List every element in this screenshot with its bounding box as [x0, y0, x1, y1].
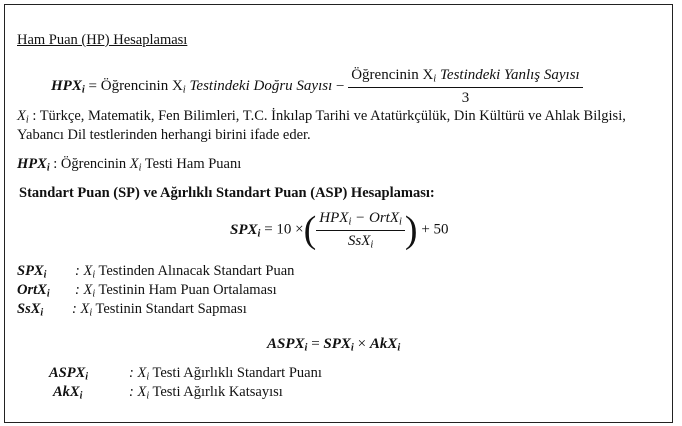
hp-formula-lhs: $HPX_i$ [51, 78, 85, 96]
definition-text: Testinden Alınacak Standart Puan [95, 263, 295, 279]
asp-definition-row: $ASPX_i$ : $X_i$ Testi Ağırlıklı Standart Puanı [49, 365, 322, 383]
sp-fraction-numerator: $HPX_i$ − OrtX$_i$ [316, 210, 405, 231]
definition-row: OrtX$_i$ : $X_i$ Testinin Ham Puan Ortalaması [17, 282, 277, 300]
definition-symbol: SsX$_i$ [17, 301, 44, 319]
asp-definition-row: AkX$_i$ : $X_i$ Testi Ağırlık Katsayısı [53, 384, 283, 402]
hp-formula [51, 67, 583, 107]
asp-formula-sp: $SPX_i$ [323, 336, 354, 354]
asp-formula-lhs: $ASPX_i$ [267, 336, 308, 354]
definition-symbol: AkX$_i$ [53, 384, 83, 402]
sp-formula-multiplier: = 10 × [264, 221, 304, 238]
xi-definition-text: : Türkçe, Matematik, Fen Bilimleri, T.C. İnkılap Tarihi ve Atatürkçülük, Din Kültürü ve Ahlak Bilgisi, [28, 108, 626, 124]
asp-formula: $ASPX_i = SPX_i \times AkX_i$ [267, 336, 401, 354]
hpx-definition: $HPX_i$ : Öğrencinin $X_i$ Testi Ham Puanı [17, 156, 242, 174]
document-frame [4, 4, 673, 423]
xi-definition [17, 108, 626, 126]
sp-formula-tail: + 50 [421, 221, 449, 238]
sp-formula [230, 210, 449, 250]
hp-formula-fraction [348, 67, 582, 107]
hp-fraction-denominator: 3 [461, 89, 470, 106]
hp-formula-term1: Öğrencinin $X_i$ Testindeki Doğru Sayısı [100, 78, 333, 96]
definition-symbol: $SPX_i$ [17, 263, 47, 281]
sp-section-title: Standart Puan (SP) ve Ağırlıklı Standart Puan (ASP) Hesaplaması: [19, 185, 435, 201]
definition-symbol: $ASPX_i$ [49, 365, 89, 383]
sp-formula-lhs: $SPX_i$ [230, 221, 261, 240]
definition-text: Testi Ağırlıklı Standart Puanı [149, 365, 322, 381]
left-paren: ( [303, 209, 317, 252]
definition-symbol: OrtX$_i$ [17, 282, 50, 300]
sp-formula-fraction [316, 210, 405, 250]
xi-symbol: $X_i$ [17, 108, 29, 126]
definition-row: SsX$_i$ : $X_i$ Testinin Standart Sapması [17, 301, 247, 319]
hpx-var: $X_i$ [129, 156, 142, 174]
hp-fraction-numerator: Öğrencinin $X_i$ Testindeki Yanlış Sayısı [348, 67, 582, 88]
definition-text: Testi Ağırlık Katsayısı [149, 384, 283, 400]
hp-formula-equals: = [88, 78, 97, 95]
hp-section-title: Ham Puan (HP) Hesaplaması [17, 32, 188, 48]
right-paren: ) [404, 209, 418, 252]
definition-text: Testinin Standart Sapması [92, 301, 247, 317]
asp-formula-ak: AkX$_i$ [369, 336, 401, 354]
xi-definition-line2: Yabancı Dil testlerinden herhangi birini ifade eder. [17, 127, 311, 143]
hpx-symbol: $HPX_i$ [17, 156, 50, 174]
definition-text: Testinin Ham Puan Ortalaması [95, 282, 277, 298]
definition-row: $SPX_i$ : $X_i$ Testinden Alınacak Standart Puan [17, 263, 295, 281]
hp-formula-minus: − [336, 78, 345, 95]
sp-fraction-denominator: SsX$_i$ [347, 232, 374, 251]
